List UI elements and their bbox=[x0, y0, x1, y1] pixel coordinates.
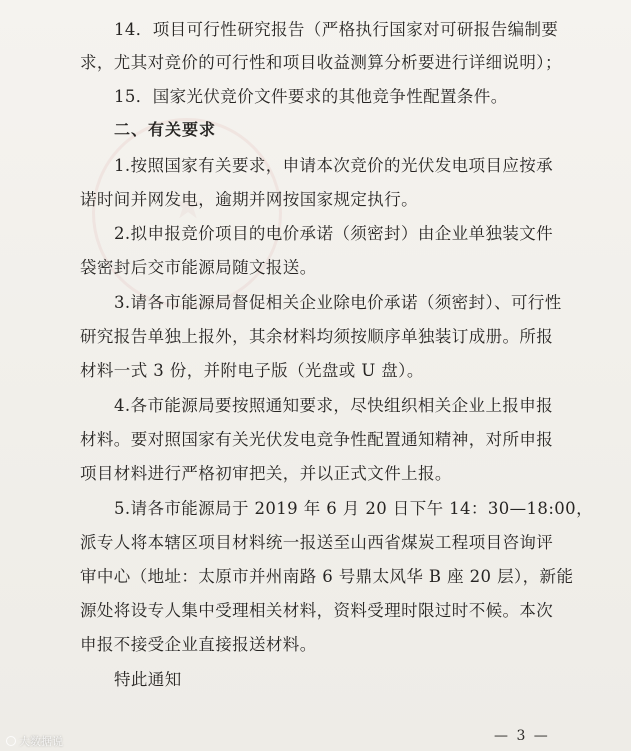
requirement-3-line-2: 研究报告单独上报外，其余材料均须按顺序单独装订成册。所报 bbox=[80, 327, 554, 346]
paragraph-15: 15．国家光伏竞价文件要求的其他竞争性配置条件。 bbox=[114, 87, 508, 106]
official-seal-stamp bbox=[92, 118, 282, 308]
requirement-3-line-3: 材料一式 3 份，并附电子版（光盘或 U 盘）。 bbox=[80, 361, 424, 380]
requirement-5-line-5: 申报不接受企业直接报送材料。 bbox=[80, 635, 317, 654]
requirement-4-line-3: 项目材料进行严格初审把关，并以正式文件上报。 bbox=[80, 464, 452, 483]
paragraph-14-line-2: 求，尤其对竞价的可行性和项目收益测算分析要进行详细说明）； bbox=[80, 53, 562, 72]
requirement-5-line-3: 审中心（地址：太原市并州南路 6 号鼎太风华 B 座 20 层），新能 bbox=[80, 567, 574, 586]
requirement-3-line-1: 3.请各市能源局督促相关企业除电价承诺（须密封）、可行性 bbox=[114, 293, 562, 312]
closing-notice: 特此通知 bbox=[114, 670, 182, 689]
requirement-2-line-2: 袋密封后交市能源局随文报送。 bbox=[80, 258, 317, 277]
paragraph-14-line-1: 14．项目可行性研究报告（严格执行国家对可研报告编制要 bbox=[114, 20, 559, 39]
requirement-1-line-2: 诺时间并网发电，逾期并网按国家规定执行。 bbox=[80, 190, 418, 209]
section-heading-requirements: 二、有关要求 bbox=[114, 120, 217, 139]
requirement-4-line-2: 材料。要对照国家有关光伏发电竞争性配置通知精神，对所申报 bbox=[80, 430, 554, 449]
watermark bbox=[6, 733, 63, 749]
page-number: — 3 — bbox=[494, 728, 550, 744]
requirement-5-line-2: 派专人将本辖区项目材料统一报送至山西省煤炭工程项目咨询评 bbox=[80, 533, 554, 552]
requirement-1-line-1: 1.按照国家有关要求，申请本次竞价的光伏发电项目应按承 bbox=[114, 156, 554, 175]
watermark-text: 大数据说 bbox=[19, 735, 63, 748]
requirement-2-line-1: 2.拟申报竞价项目的电价承诺（须密封）由企业单独装文件 bbox=[114, 224, 554, 243]
requirement-5-line-4: 源处将设专人集中受理相关材料，资料受理时限过时不候。本次 bbox=[80, 601, 554, 620]
watermark-logo-icon bbox=[6, 736, 16, 746]
requirement-5-line-1: 5.请各市能源局于 2019 年 6 月 20 日下午 14：30—18:00， bbox=[114, 499, 593, 518]
requirement-4-line-1: 4.各市能源局要按照通知要求，尽快组织相关企业上报申报 bbox=[114, 396, 554, 415]
